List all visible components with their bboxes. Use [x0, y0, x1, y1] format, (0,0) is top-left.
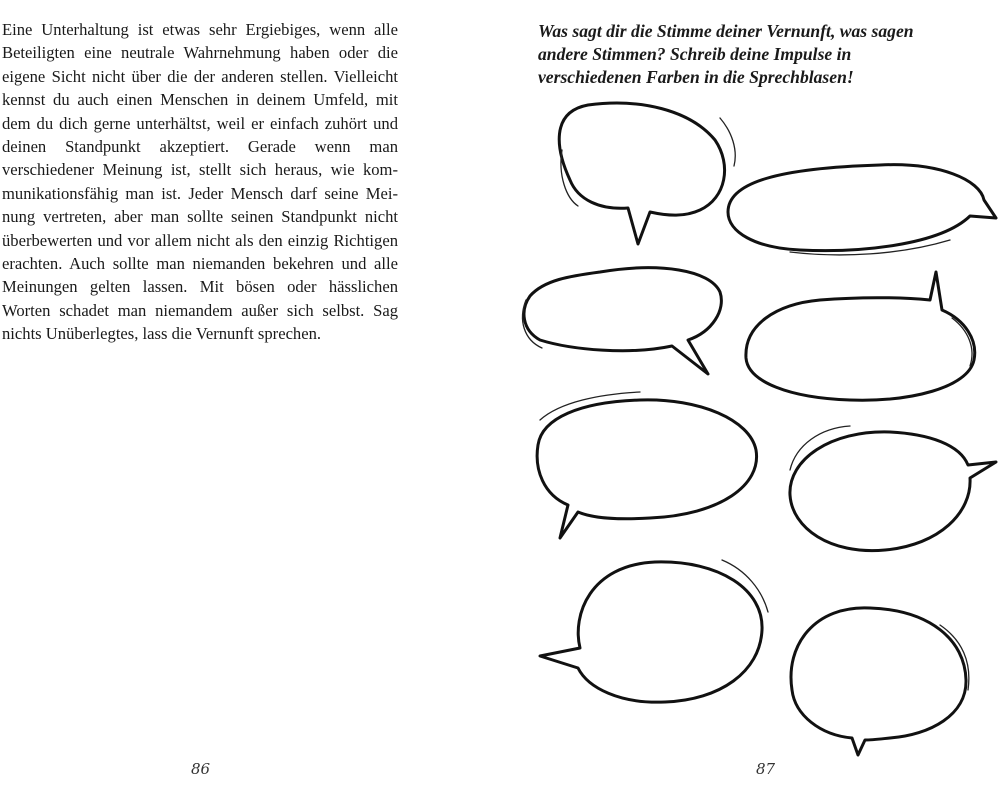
- speech-bubble-4[interactable]: [746, 272, 975, 400]
- exercise-heading: Was sagt dir die Stimme deiner Vernunft, was sagen andere Stimmen? Schreib deine Impulse in verschiedenen Farben in die Sprechblasen!: [538, 21, 914, 87]
- speech-bubble-7[interactable]: [540, 560, 768, 702]
- speech-bubble-3[interactable]: [523, 268, 722, 374]
- body-paragraph: Eine Unterhaltung ist etwas sehr Ergiebiges, wenn alle Beteiligten eine neutrale Wahrnehmung haben oder die eigene Sicht nicht über die der anderen stellen. Vielleicht kennst du auch einen Menschen in deinem Umfeld, mit dem du dich gerne unterhältst, weil er einfach zuhört und deinen Standpunkt akzeptiert. Gerade wenn man verschiedener Meinung ist, stellt sich heraus, wie kommunikationsfähig man ist. Jeder Mensch darf seine Meinung vertreten, aber man sollte seinen Standpunkt nicht überbewerten und vor allem nicht als den einzig Richtigen erachten. Auch sollte man niemanden bekehren und alle Meinungen gelten lassen. Mit bösen oder hässlichen Worten schadet man niemandem außer sich selbst. Sag nichts Unüberlegtes, lass die Vernunft sprechen.: [2, 20, 398, 344]
- page-number-right: 87: [756, 760, 776, 778]
- speech-bubble-5[interactable]: [537, 392, 756, 538]
- page-number-left: 86: [191, 760, 211, 778]
- right-page: [500, 0, 1000, 800]
- speech-bubble-8[interactable]: [791, 608, 969, 755]
- speech-bubble-6[interactable]: [790, 426, 996, 551]
- speech-bubble-1[interactable]: [559, 103, 735, 244]
- speech-bubble-2[interactable]: [728, 165, 996, 255]
- speech-bubbles-area: [500, 0, 1000, 800]
